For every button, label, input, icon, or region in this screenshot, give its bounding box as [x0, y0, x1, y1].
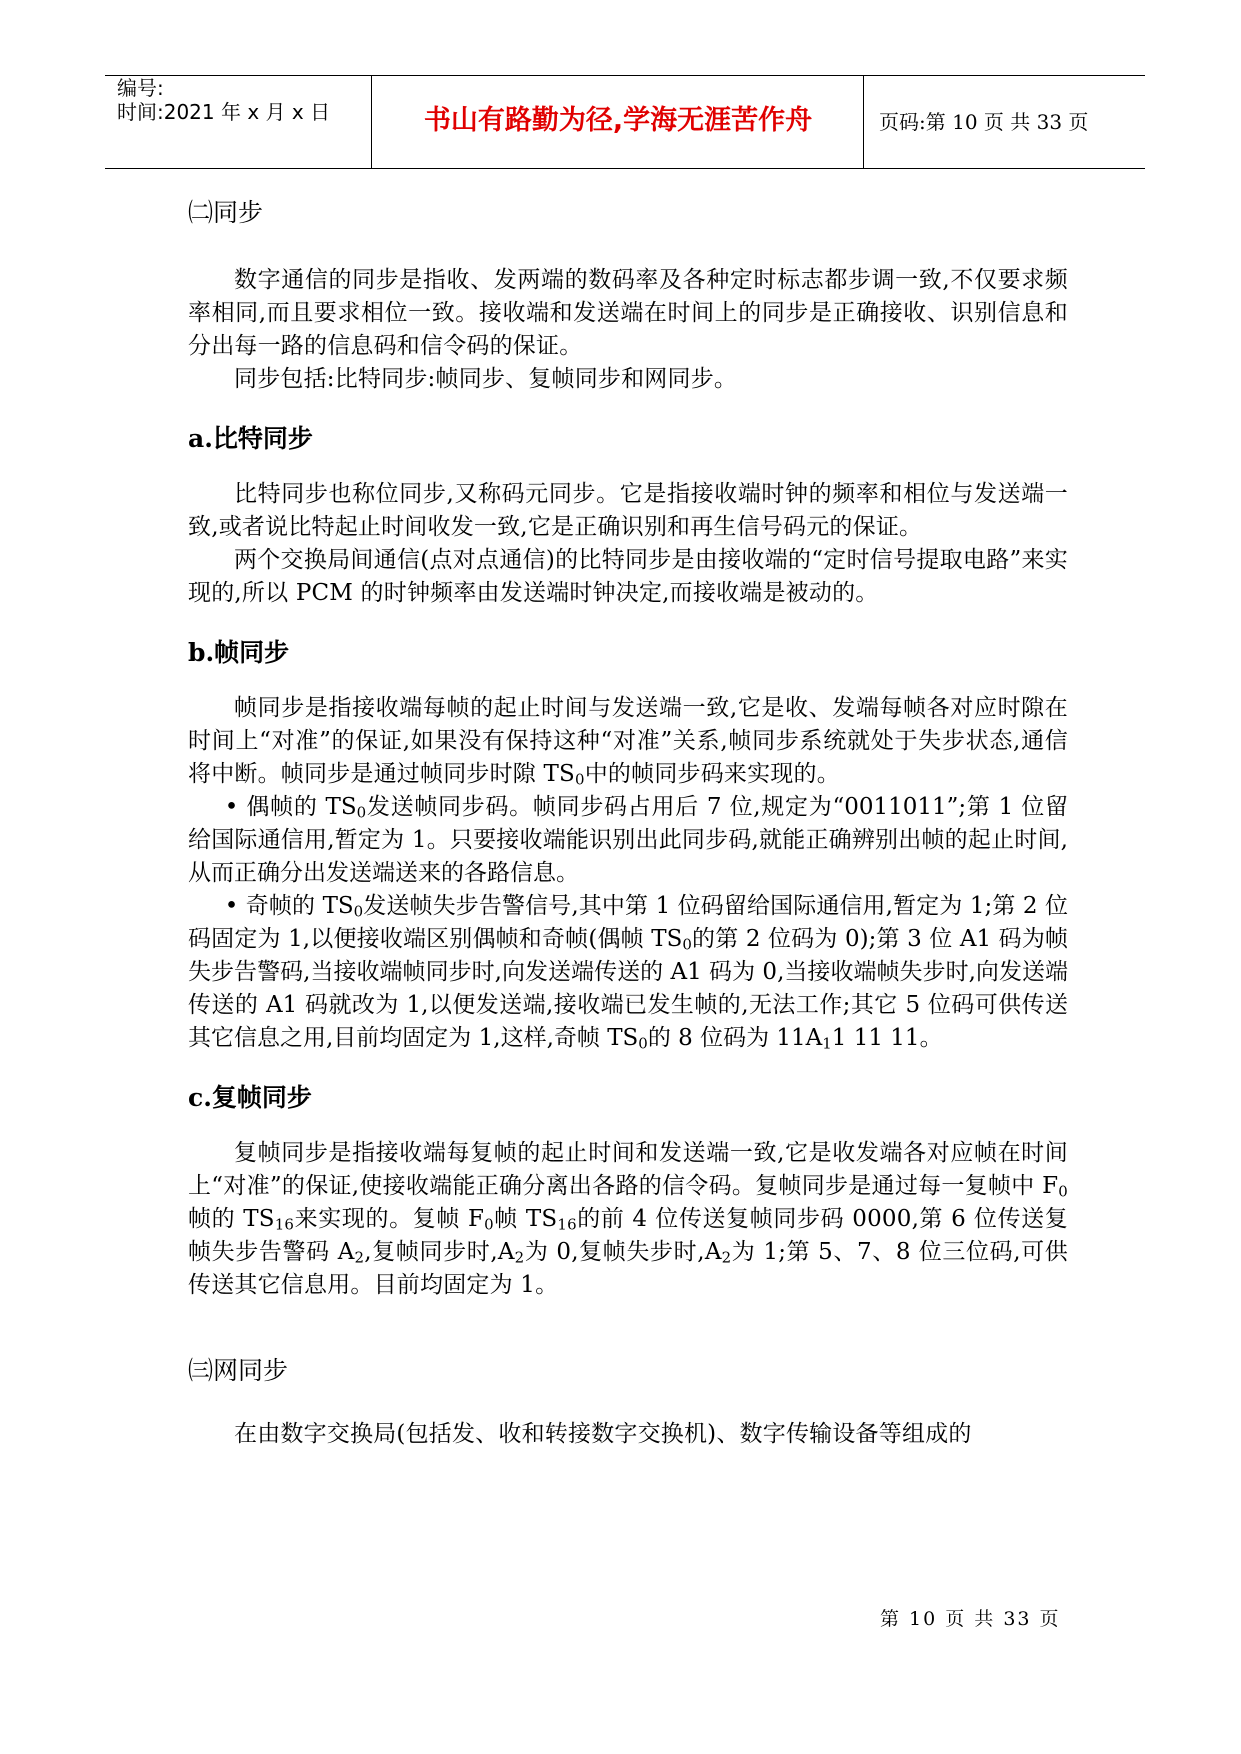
page-info: 页码:第 10 页 共 33 页: [879, 110, 1089, 134]
header-meta-cell: [105, 76, 372, 168]
paragraph: 帧同步是指接收端每帧的起止时间与发送端一致,它是收、发端每帧各对应时隙在时间上“对准”的保证,如果没有保持这种“对准”关系,帧同步系统就处于失步状态,通信将中断。帧同步是通过帧同步时隙 $TS_0$中的帧同步码来实现的。: [188, 695, 1068, 789]
paragraph: 两个交换局间通信(点对点通信)的比特同步是由接收端的“定时信号提取电路”来实现的,所以 PCM 的时钟频率由发送端时钟决定,而接收端是被动的。: [188, 547, 1068, 606]
bullet-item: • 偶帧的 $TS_0$发送帧同步码。帧同步码占用后 7 位,规定为“0011011”;第 1 位留给国际通信用,暂定为 1。只要接收端能识别出此同步码,就能正确辨别出帧的起止时间,从而正确分出发送端送来的各路信息。: [188, 794, 1068, 886]
paragraph: 数字通信的同步是指收、发两端的数码率及各种定时标志都步调一致,不仅要求频率相同,而且要求相位一致。接收端和发送端在时间上的同步是正确接收、识别信息和分出每一路的信息码和信令码的保证。: [188, 267, 1068, 359]
heading-frame-sync: b.帧同步: [188, 638, 290, 667]
heading-multiframe-sync: c.复帧同步: [188, 1083, 312, 1112]
paragraph: 比特同步也称位同步,又称码元同步。它是指接收端时钟的频率和相位与发送端一致,或者说比特起止时间收发一致,它是正确识别和再生信号码元的保证。: [188, 481, 1068, 540]
document-body: [188, 196, 1068, 1451]
section-title-sync: ㈡同步: [188, 198, 264, 227]
paragraph: 同步包括:比特同步:帧同步、复帧同步和网同步。: [234, 366, 738, 392]
section-title-network-sync: ㈢网同步: [188, 1356, 289, 1385]
header-motto-cell: [373, 76, 864, 168]
page-header: [105, 75, 1145, 169]
paragraph: 复帧同步是指接收端每复帧的起止时间和发送端一致,它是收发端各对应帧在时间上“对准”的保证,使接收端能正确分离出各路的信令码。复帧同步是通过每一复帧中 $F_0$帧的 $TS_{16}$来实现的。复帧 $F_0$帧 $TS_{16}$的前 4 位传送复帧同步码 0000,第 6 位传送复帧失步告警码 $A_2$,复帧同步时$,A_2$为 0,复帧失步时$,A_2$为 1;第 5、7、8 位三位码,可供传送其它信息用。目前均固定为 1。: [188, 1140, 1068, 1298]
paragraph: 在由数字交换局(包括发、收和转接数字交换机)、数字传输设备等组成的: [234, 1421, 972, 1447]
header-page-cell: [865, 76, 1145, 168]
motto-text: 书山有路勤为径,学海无涯苦作舟: [423, 105, 813, 136]
time-label: 时间:2021 年 x 月 x 日: [117, 100, 331, 124]
bullet-item: • 奇帧的 $TS_0$发送帧失步告警信号,其中第 1 位码留给国际通信用,暂定为 1;第 2 位码固定为 1,以便接收端区别偶帧和奇帧(偶帧 $TS_0$的第 2 位码为 0);第 3 位 A1 码为帧失步告警码,当接收端帧同步时,向发送端传送的 A1 码为 0,当接收端帧失步时,向发送端传送的 A1 码就改为 1,以便发送端,接收端已发生帧的,无法工作;其它 5 位码可供传送其它信息之用,目前均固定为 1,这样,奇帧 $TS_0$的 8 位码为 $11A_11$ 11 11。: [188, 893, 1068, 1053]
number-label: 编号:: [117, 76, 164, 100]
heading-bit-sync: a.比特同步: [188, 424, 313, 453]
page-footer: 第 10 页 共 33 页: [880, 1608, 1061, 1630]
